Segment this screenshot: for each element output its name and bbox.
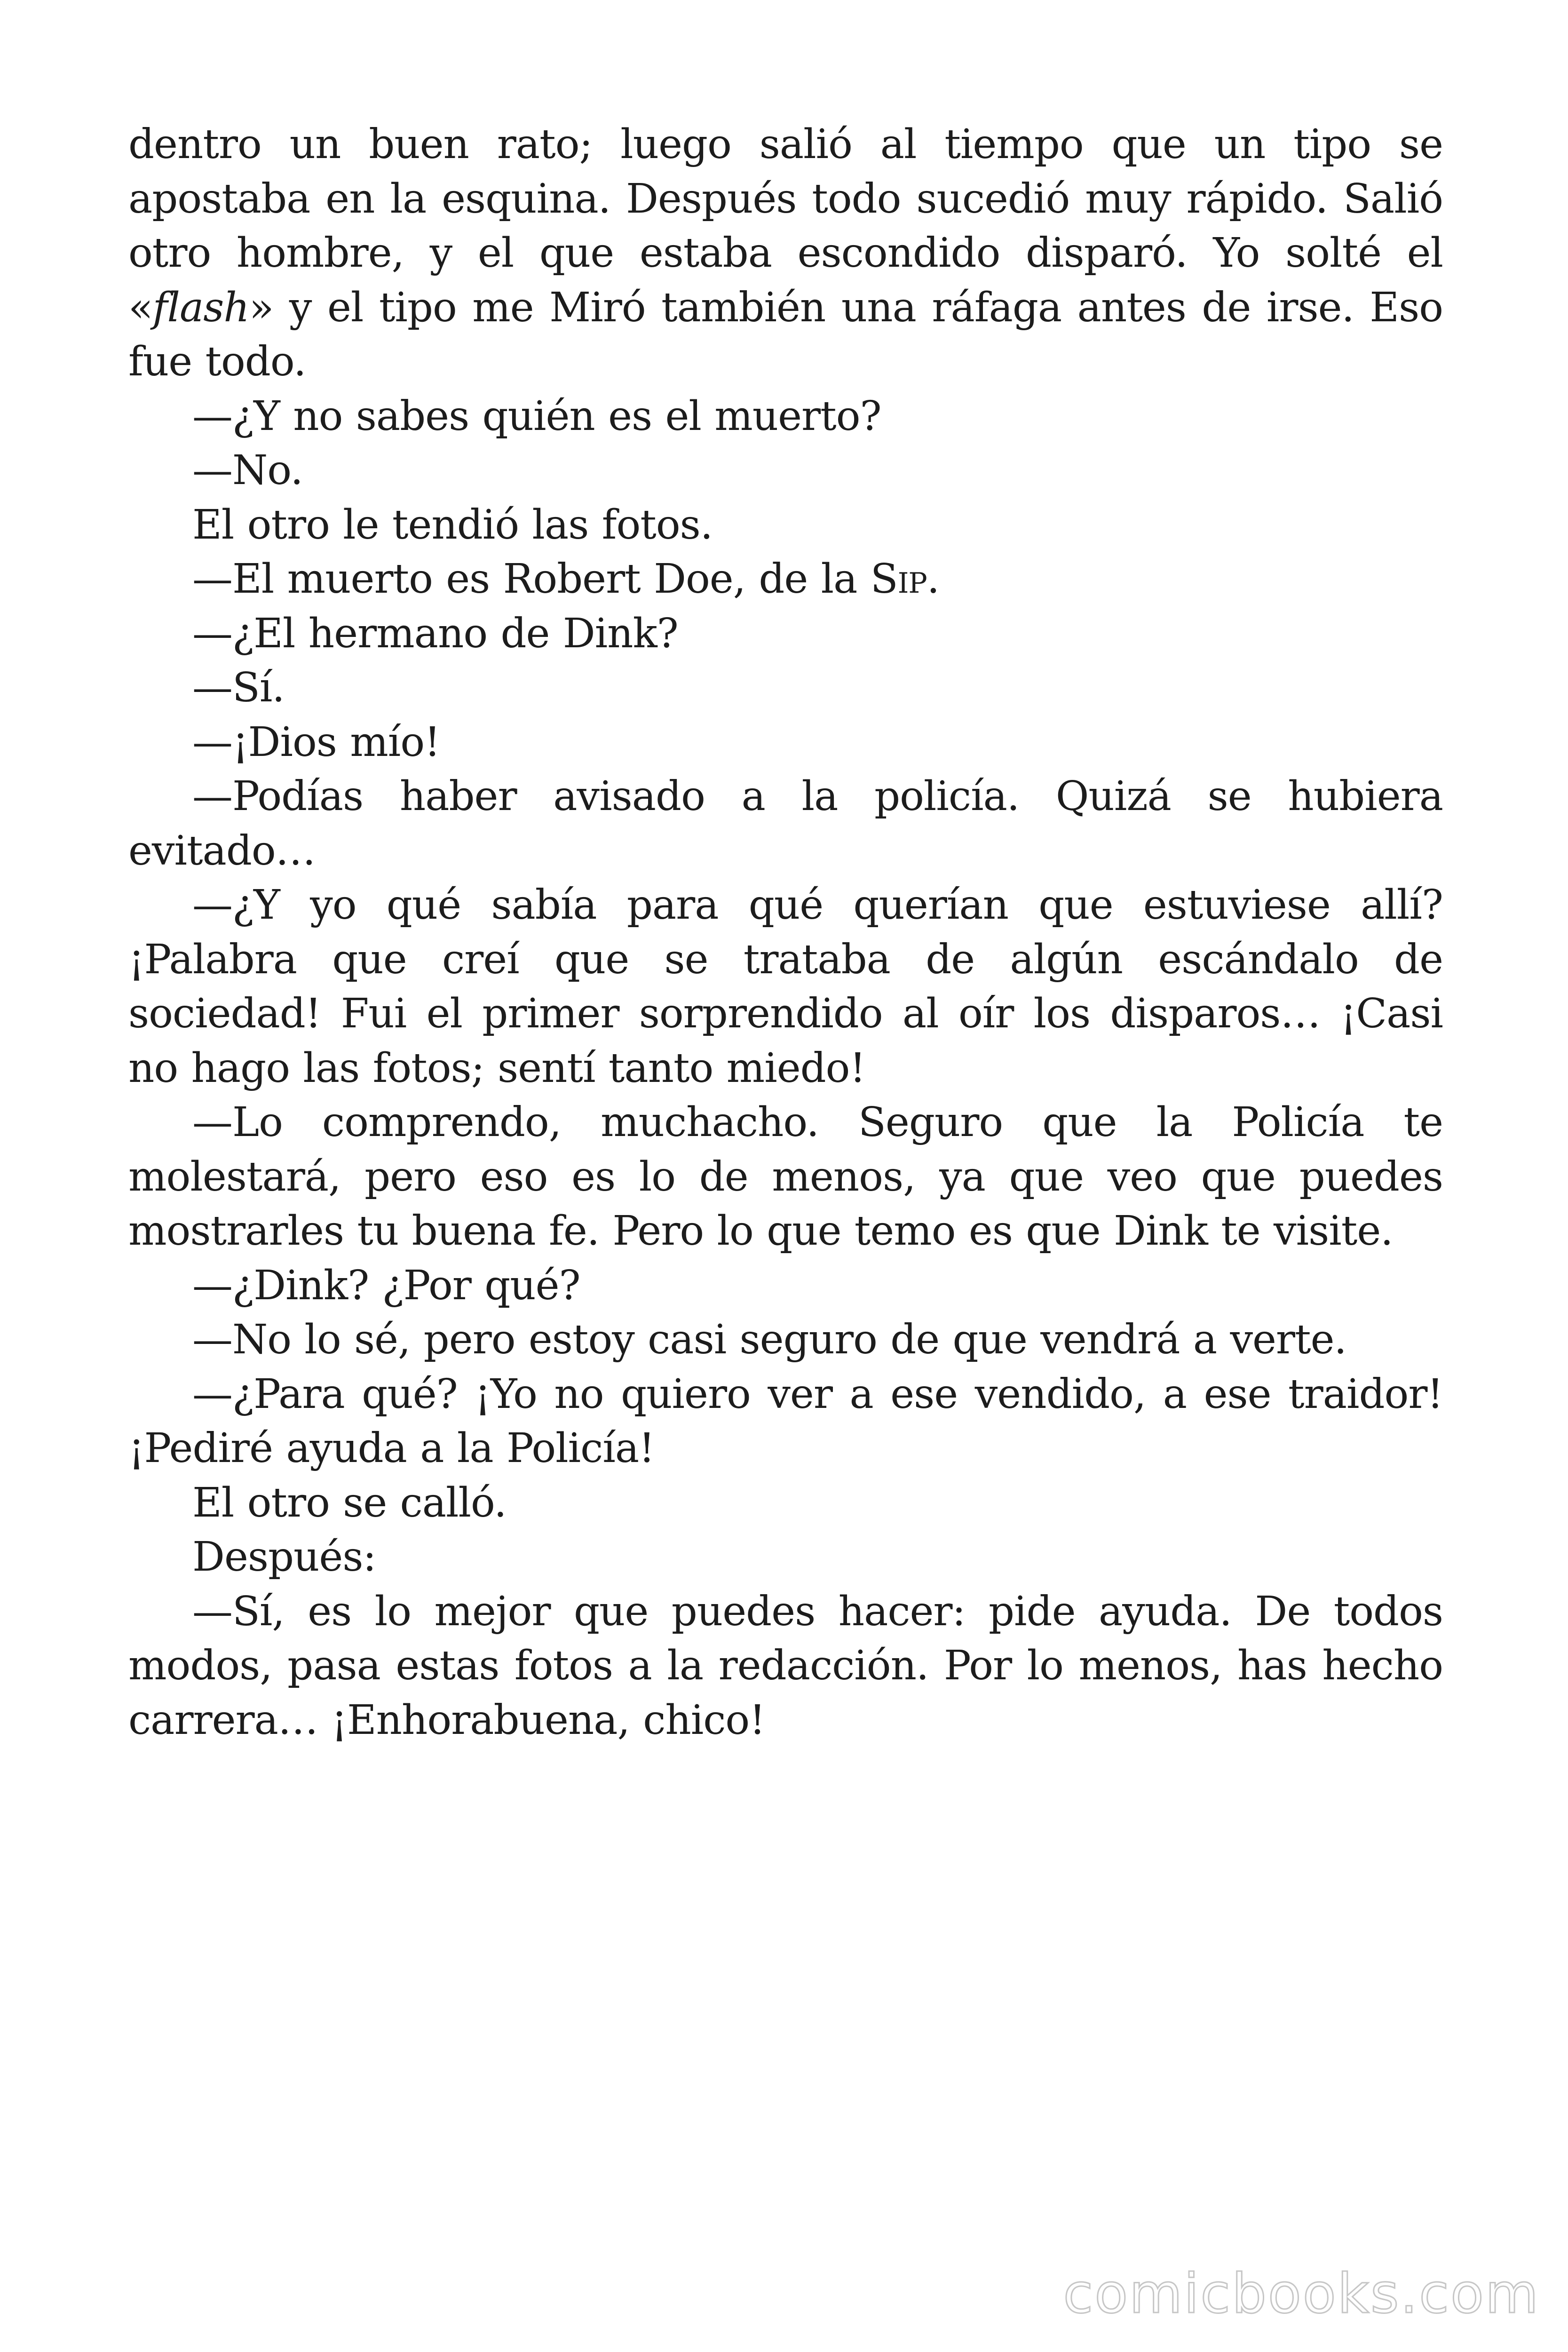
paragraph-1 (128, 118, 1443, 389)
paragraph-15: El otro se calló. (192, 1479, 507, 1526)
paragraph-4: El otro le tendió las fotos. (192, 501, 713, 548)
paragraph-11: —Lo comprendo, muchacho. Seguro que la Policía te molestará, pero eso es lo de menos, ya que veo que puedes mostrarles tu buena fe. Pero lo que temo es que Dink te visite. (128, 1099, 1443, 1255)
paragraph-14: —¿Para qué? ¡Yo no quiero ver a ese vendido, a ese traidor! ¡Pediré ayuda a la Policía! (128, 1370, 1443, 1472)
italic-word-flash: flash (152, 284, 249, 331)
paragraph-1-text: dentro un buen rato; luego salió al tiempo que un tipo se apostaba en la esquina. Después todo sucedió muy rápido. Salió otro hombre, y el que estaba escondido disparó. Yo solté el « (128, 121, 1443, 331)
paragraph-16: Después: (192, 1534, 376, 1581)
paragraph-6: —¿El hermano de Dink? (192, 610, 678, 657)
paragraph-12: —¿Dink? ¿Por qué? (192, 1262, 580, 1309)
paragraph-17: —Sí, es lo mejor que puedes hacer: pide ayuda. De todos modos, pasa estas fotos a la redacción. Por lo menos, has hecho carrera… ¡Enhorabuena, chico! (128, 1588, 1443, 1744)
watermark: comicbooks.com (1063, 2262, 1540, 2326)
paragraph-10: —¿Y yo qué sabía para qué querían que estuviese allí? ¡Palabra que creí que se trataba de algún escándalo de sociedad! Fui el primer sorprendido al oír los disparos… ¡Casi no hago las fotos; sentí tanto miedo! (128, 882, 1443, 1092)
paragraph-7: —Sí. (192, 664, 285, 711)
paragraph-5-text: —El muerto es Robert Doe, de la (192, 556, 871, 603)
paragraph-2: —¿Y no sabes quién es el muerto? (192, 392, 881, 440)
paragraph-5-text-end: . (927, 556, 940, 603)
paragraph-13: —No lo sé, pero estoy casi seguro de que vendrá a verte. (192, 1316, 1346, 1363)
paragraph-5 (128, 552, 1443, 607)
page-body (128, 118, 1443, 1748)
paragraph-3: —No. (192, 447, 303, 494)
paragraph-1-text-end: » y el tipo me Miró también una ráfaga antes de irse. Eso fue todo. (128, 284, 1443, 385)
smallcaps-acronym: Sip (870, 556, 927, 603)
paragraph-8: —¡Dios mío! (192, 718, 440, 766)
paragraph-9: —Podías haber avisado a la policía. Quizá se hubiera evitado… (128, 773, 1443, 874)
